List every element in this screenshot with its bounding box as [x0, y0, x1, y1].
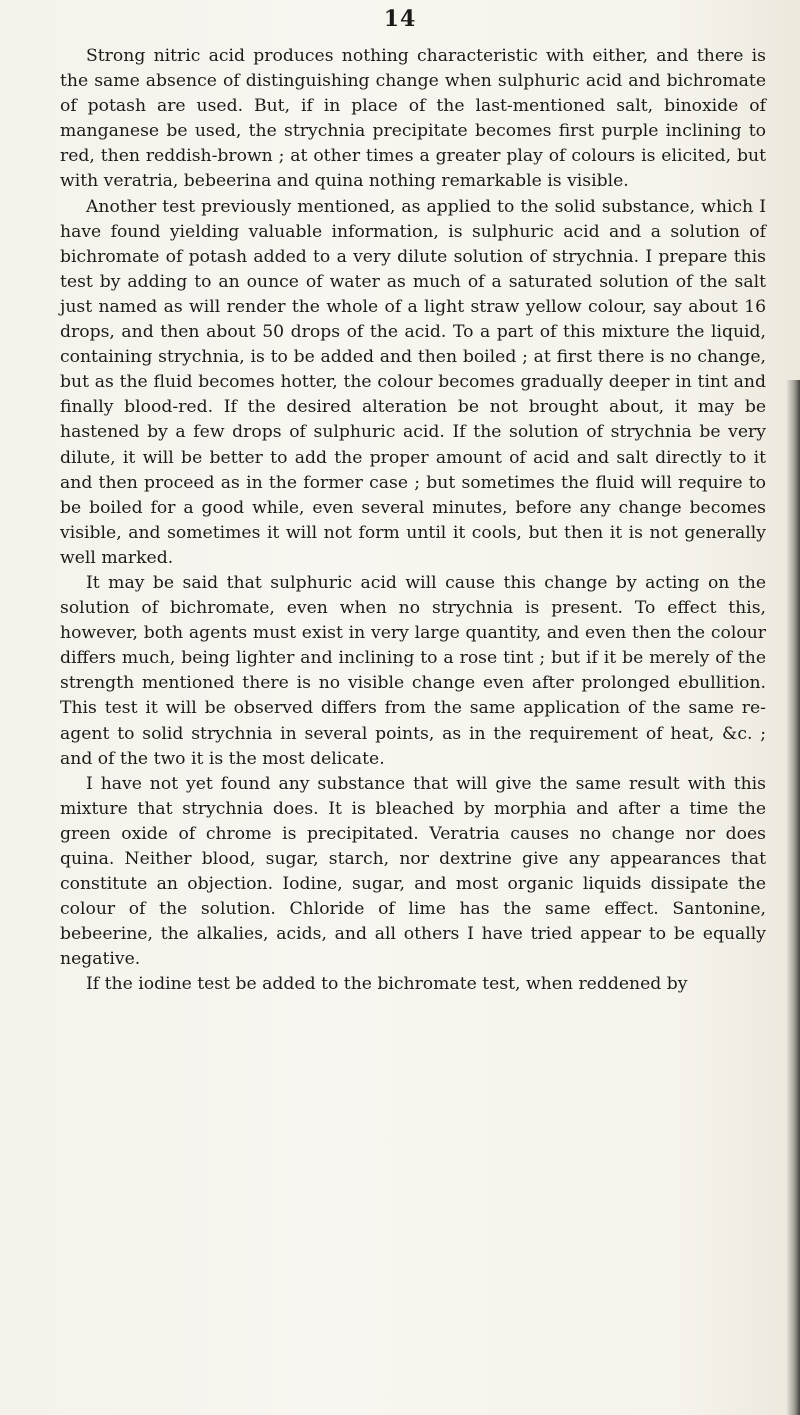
paragraph-4: I have not yet found any substance that will give the same result with this mixture that strychnia does. It is bleached by morphia and after a time the green oxide of chrome is precipitated. Veratria causes no change nor does quina. Neither blood, sugar, starch, nor dextrine give any appearances that constitute an objection. Iodine, sugar, and most organic liquids dissipate the colour of the solution. Chloride of lime has the same effect. Santonine, bebeerine, the alkalies, acids, and all others I have tried appear to be equally negative. [60, 773, 766, 970]
page-edge-shadow [786, 380, 800, 1415]
paragraph-5: If the iodine test be added to the bichromate test, when reddened by [86, 974, 688, 995]
paragraph-1: Strong nitric acid produces nothing characteristic with either, and there is the same absence of distinguishing change when sulphuric acid and bichromate of potash are used. But, if in place of the last-mentioned salt, binoxide of manganese be used, the strychnia precipitate becomes first purple inclining to red, then reddish-brown ; at other times a greater play of colours is elicited, but with veratria, bebeerina and quina nothing remarkable is visible. [60, 46, 766, 192]
paragraph-3: It may be said that sulphuric acid will cause this change by acting on the solution of bichromate, even when no strychnia is present. To effect this, however, both agents must exist in very large quantity, and even then the colour differs much, being lighter and inclining to a rose tint ; but if it be merely of the strength mentioned there is no visible change even after prolonged ebullition. This test it will be observed differs from the same application of the same re-agent to solid strychnia in several points, as in the requirement of heat, &c. ; and of the two it is the most delicate. [60, 572, 766, 769]
page-number: 14 [383, 6, 417, 32]
body-text [60, 44, 766, 998]
paragraph-2: Another test previously mentioned, as applied to the solid substance, which I have found yielding valuable information, is sulphuric acid and a solution of bichromate of potash added to a very dilute solution of strychnia. I prepare this test by adding to an ounce of water as much of a saturated solution of the salt just named as will render the whole of a light straw yellow colour, say about 16 drops, and then about 50 drops of the acid. To a part of this mixture the liquid, containing strychnia, is to be added and then boiled ; at first there is no change, but as the fluid becomes hotter, the colour becomes gradually deeper in tint and finally blood-red. If the desired alteration be not brought about, it may be hastened by a few drops of sulphuric acid. If the solution of strychnia be very dilute, it will be better to add the proper amount of acid and salt directly to it and then proceed as in the former case ; but sometimes the fluid will require to be boiled for a good while, even several minutes, before any change becomes visible, and sometimes it will not form until it cools, but then it is not generally well marked. [60, 196, 766, 568]
